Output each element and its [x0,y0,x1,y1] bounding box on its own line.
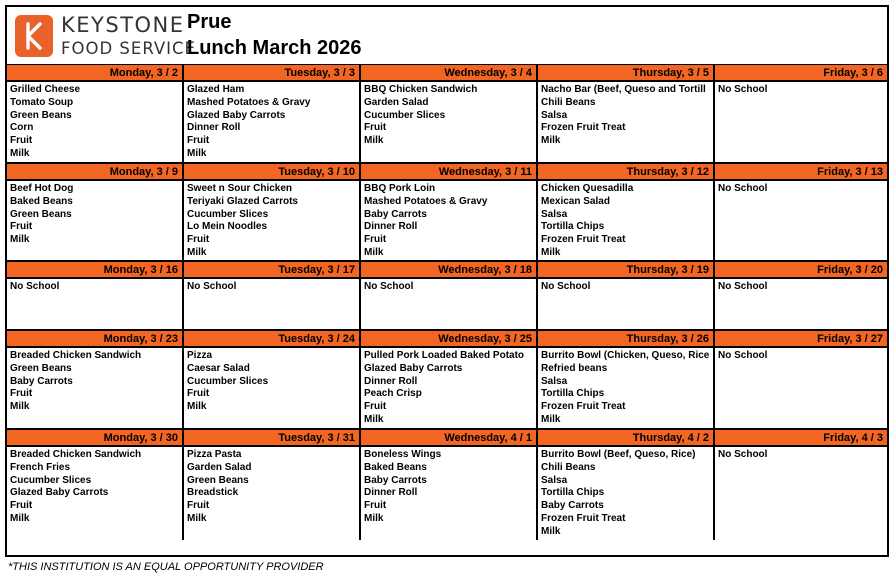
brand-subtitle: FOOD SERVICE [61,39,196,58]
day-menu [361,82,536,162]
day-date: Thursday, 3 / 5 [538,65,713,82]
day-menu [361,447,536,538]
day-cell [361,331,538,430]
menu-item: Refried beans [541,362,608,374]
day-date: Wednesday, 3 / 11 [361,164,536,181]
day-menu [715,82,887,162]
day-date: Monday, 3 / 30 [7,430,182,447]
day-cell [7,430,184,540]
menu-item: Milk [10,234,30,246]
menu-item: Dinner Roll [364,375,418,387]
menu-item: Dinner Roll [187,122,241,134]
menu-item: Baby Carrots [10,375,73,387]
menu-item: Frozen Fruit Treat [541,401,626,413]
menu-item: Milk [541,413,561,425]
day-date: Thursday, 3 / 19 [538,262,713,279]
menu-item: Milk [187,147,207,159]
day-date: Wednesday, 4 / 1 [361,430,536,447]
day-menu [361,181,536,260]
day-cell [538,430,715,540]
menu-item: Fruit [187,500,210,512]
menu-item: Pizza [187,350,213,361]
keystone-logo [15,13,196,61]
menu-item: No School [541,281,591,292]
menu-item: Milk [10,147,30,159]
menu-item: Mashed Potatoes & Gravy [187,96,311,108]
day-menu [361,348,536,428]
menu-item: Boneless Wings [364,449,442,460]
day-menu [7,447,182,538]
menu-item: Milk [364,246,384,258]
menu-item: Milk [541,135,561,147]
menu-item: Nacho Bar (Beef, Queso and Tortill [541,84,706,95]
menu-calendar [5,5,889,557]
day-cell [184,164,361,262]
menu-item: No School [718,183,768,194]
day-cell [538,164,715,262]
menu-item: Grilled Cheese [10,84,81,95]
menu-item: Cucumber Slices [10,474,92,486]
day-cell [184,262,361,331]
menu-item: Baby Carrots [364,474,427,486]
day-cell [7,65,184,164]
day-menu [184,82,359,162]
menu-item: Lo Mein Noodles [187,221,267,233]
day-date: Monday, 3 / 23 [7,331,182,348]
week-row [7,164,887,262]
menu-item: Baked Beans [364,461,427,473]
menu-item: Baked Beans [10,195,73,207]
day-menu [7,348,182,428]
menu-item: Salsa [541,109,568,121]
day-menu [715,447,887,538]
menu-item: Tortilla Chips [541,487,605,499]
menu-item: Mexican Salad [541,195,610,207]
menu-item: Cucumber Slices [187,375,269,387]
day-menu [7,181,182,260]
day-cell [715,164,887,262]
menu-item: Milk [541,246,561,258]
menu-item: Baby Carrots [364,208,427,220]
menu-item: Tortilla Chips [541,221,605,233]
menu-item: Tortilla Chips [541,388,605,400]
day-cell [715,331,887,430]
menu-item: Salsa [541,375,568,387]
day-date: Wednesday, 3 / 4 [361,65,536,82]
day-date: Tuesday, 3 / 17 [184,262,359,279]
day-cell [538,331,715,430]
menu-item: Frozen Fruit Treat [541,512,626,524]
menu-item: Burrito Bowl (Chicken, Queso, Rice [541,350,710,361]
menu-item: Fruit [364,500,387,512]
menu-item: Burrito Bowl (Beef, Queso, Rice) [541,449,696,460]
day-date: Tuesday, 3 / 10 [184,164,359,181]
day-cell [538,262,715,331]
day-menu [538,447,713,538]
menu-item: Milk [364,512,384,524]
day-menu [361,279,536,329]
menu-title: Lunch March 2026 [187,37,362,59]
day-date: Monday, 3 / 9 [7,164,182,181]
day-cell [361,262,538,331]
day-date: Thursday, 3 / 12 [538,164,713,181]
menu-item: Frozen Fruit Treat [541,122,626,134]
day-date: Wednesday, 3 / 18 [361,262,536,279]
day-cell [715,430,887,540]
menu-item: Fruit [364,401,387,413]
day-date: Thursday, 3 / 26 [538,331,713,348]
day-cell [361,65,538,164]
day-menu [184,348,359,428]
menu-item: Fruit [10,388,33,400]
menu-item: Salsa [541,208,568,220]
week-row [7,331,887,430]
day-cell [7,331,184,430]
menu-item: Fruit [10,500,33,512]
menu-header [7,7,887,66]
day-menu [715,181,887,260]
menu-item: No School [718,350,768,361]
day-menu [715,348,887,428]
menu-item: BBQ Chicken Sandwich [364,84,478,95]
menu-item: Cucumber Slices [364,109,446,121]
menu-item: Milk [187,401,207,413]
menu-item: Green Beans [10,208,72,220]
menu-item: Baby Carrots [541,500,604,512]
menu-item: Fruit [10,221,33,233]
menu-item: Salsa [541,474,568,486]
menu-item: Glazed Baby Carrots [364,362,463,374]
menu-item: Breaded Chicken Sandwich [10,449,142,460]
day-menu [184,181,359,260]
day-cell [184,65,361,164]
menu-item: Glazed Baby Carrots [187,109,286,121]
day-cell [7,262,184,331]
day-cell [715,262,887,331]
day-date: Friday, 3 / 20 [715,262,887,279]
menu-item: Garden Salad [187,461,252,473]
menu-item: Chicken Quesadilla [541,183,634,194]
day-cell [538,65,715,164]
menu-item: Fruit [187,234,210,246]
menu-item: No School [718,449,768,460]
day-menu [538,82,713,162]
day-menu [7,82,182,162]
menu-item: Green Beans [10,109,72,121]
menu-item: No School [364,281,414,292]
menu-item: Milk [364,413,384,425]
menu-item: Teriyaki Glazed Carrots [187,195,298,207]
day-cell [361,430,538,540]
menu-item: Fruit [187,388,210,400]
menu-item: Tomato Soup [10,96,74,108]
menu-item: Garden Salad [364,96,429,108]
day-date: Monday, 3 / 16 [7,262,182,279]
menu-item: Peach Crisp [364,388,422,400]
menu-item: No School [10,281,60,292]
menu-item: Chili Beans [541,96,596,108]
day-date: Friday, 3 / 13 [715,164,887,181]
menu-item: Milk [10,512,30,524]
calendar-grid [7,65,887,540]
day-date: Tuesday, 3 / 3 [184,65,359,82]
menu-item: French Fries [10,461,71,473]
week-row [7,65,887,164]
menu-item: Corn [10,122,34,134]
menu-item: Caesar Salad [187,362,250,374]
day-menu [184,279,359,329]
menu-item: Green Beans [10,362,72,374]
day-date: Tuesday, 3 / 31 [184,430,359,447]
week-row [7,430,887,540]
menu-item: Glazed Ham [187,84,245,95]
menu-item: Fruit [364,234,387,246]
school-name: Prue [187,11,232,33]
menu-item: Beef Hot Dog [10,183,74,194]
day-menu [715,279,887,329]
day-menu [7,279,182,329]
brand-name: KEYSTONE [61,13,185,37]
menu-item: Pulled Pork Loaded Baked Potato [364,350,525,361]
day-date: Friday, 3 / 27 [715,331,887,348]
day-date: Tuesday, 3 / 24 [184,331,359,348]
menu-item: Sweet n Sour Chicken [187,183,293,194]
menu-item: Cucumber Slices [187,208,269,220]
menu-item: Milk [187,512,207,524]
menu-item: Milk [10,401,30,413]
day-date: Friday, 4 / 3 [715,430,887,447]
menu-item: Mashed Potatoes & Gravy [364,195,488,207]
menu-item: Milk [364,135,384,147]
menu-item: Green Beans [187,474,249,486]
menu-item: Dinner Roll [364,221,418,233]
menu-item: Dinner Roll [364,487,418,499]
menu-item: Fruit [187,135,210,147]
day-cell [361,164,538,262]
day-date: Friday, 3 / 6 [715,65,887,82]
day-cell [184,331,361,430]
menu-item: BBQ Pork Loin [364,183,436,194]
menu-item: No School [187,281,237,292]
menu-item: Fruit [10,135,33,147]
menu-item: Frozen Fruit Treat [541,234,626,246]
day-date: Thursday, 4 / 2 [538,430,713,447]
day-menu [184,447,359,538]
menu-item: No School [718,281,768,292]
menu-item: Milk [187,246,207,258]
week-row [7,262,887,331]
day-cell [184,430,361,540]
menu-item: Fruit [364,122,387,134]
day-menu [538,181,713,260]
menu-item: Breaded Chicken Sandwich [10,350,142,361]
day-menu [538,348,713,428]
day-date: Wednesday, 3 / 25 [361,331,536,348]
footer-note: *THIS INSTITUTION IS AN EQUAL OPPORTUNITY PROVIDER [8,561,324,573]
menu-item: Milk [541,525,561,537]
menu-item: Pizza Pasta [187,449,242,460]
keystone-k-icon [15,15,53,57]
day-cell [715,65,887,164]
menu-item: No School [718,84,768,95]
menu-item: Glazed Baby Carrots [10,487,109,499]
day-menu [538,279,713,329]
day-date: Monday, 3 / 2 [7,65,182,82]
menu-item: Chili Beans [541,461,596,473]
menu-item: Breadstick [187,487,239,499]
day-cell [7,164,184,262]
